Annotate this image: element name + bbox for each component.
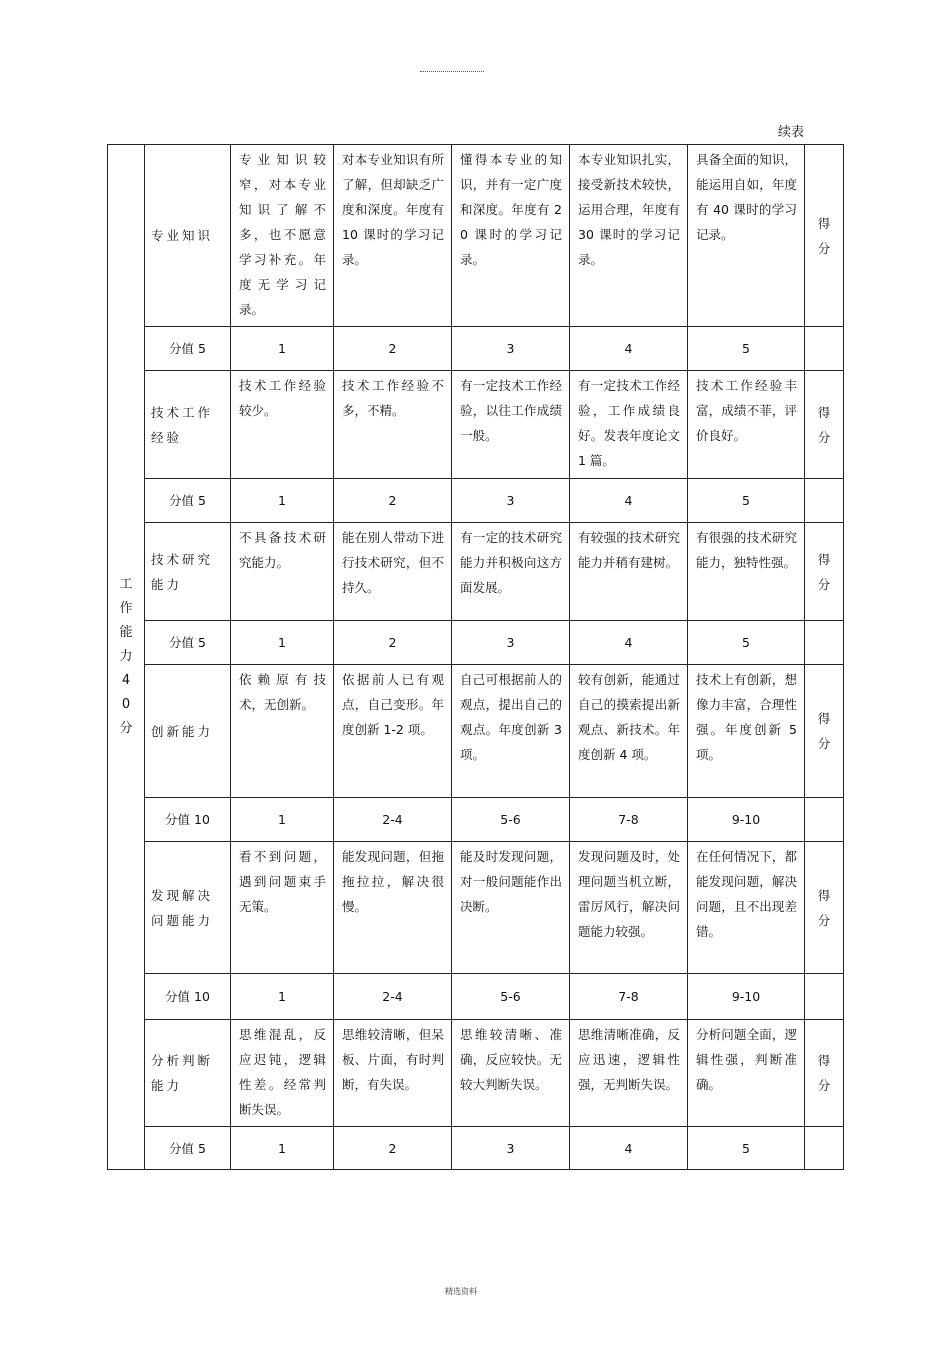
- table-row: [108, 1127, 844, 1170]
- score-value: 9-10: [688, 974, 805, 1020]
- score-value-label: 分值 10: [145, 974, 231, 1020]
- score-value: 1: [231, 1127, 334, 1170]
- score-value: 9-10: [688, 798, 805, 842]
- score-value: 1: [231, 327, 334, 371]
- item-name-cell: [145, 523, 231, 621]
- score-value-label: 分值 5: [145, 327, 231, 371]
- item-name: 专业知识: [151, 228, 214, 243]
- score-word: 得分: [817, 215, 831, 256]
- level-desc-cell: 依据前人已有观点，自己变形。年度创新 1-2 项。: [334, 665, 452, 798]
- level-desc-cell: 依赖原有技术，无创新。: [231, 665, 334, 798]
- evaluation-table: [107, 144, 844, 1170]
- empty-cell: [805, 479, 844, 523]
- table-row: [108, 621, 844, 665]
- level-desc-cell: 技术上有创新，想像力丰富，合理性强。年度创新 5 项。: [688, 665, 805, 798]
- table-row: [108, 665, 844, 798]
- score-value: 5-6: [452, 974, 570, 1020]
- level-desc-cell: 有一定的技术研究能力并积极向这方面发展。: [452, 523, 570, 621]
- level-desc-cell: 能在别人带动下进行技术研究，但不持久。: [334, 523, 452, 621]
- score-word: 得分: [817, 1053, 831, 1093]
- item-name: 创新能力: [151, 723, 214, 739]
- item-name-cell: [145, 842, 231, 974]
- score-value: 4: [570, 479, 688, 523]
- level-desc-cell: 能发现问题，但拖拖拉拉，解决很慢。: [334, 842, 452, 974]
- level-desc-cell: 有很强的技术研究能力，独特性强。: [688, 523, 805, 621]
- empty-cell: [805, 621, 844, 665]
- score-value: 3: [452, 621, 570, 665]
- empty-cell: [805, 798, 844, 842]
- level-desc-cell: 发现问题及时，处理问题当机立断，雷厉风行，解决问题能力较强。: [570, 842, 688, 974]
- score-entry-cell[interactable]: [805, 665, 844, 798]
- score-value: 7-8: [570, 798, 688, 842]
- score-value: 5: [688, 479, 805, 523]
- level-desc-cell: 分析问题全面，逻辑性强，判断准确。: [688, 1020, 805, 1127]
- table-row: [108, 798, 844, 842]
- score-entry-cell[interactable]: [805, 523, 844, 621]
- empty-cell: [805, 327, 844, 371]
- empty-cell: [805, 1127, 844, 1170]
- top-dotted-rule: [420, 71, 484, 72]
- category-cell: [108, 145, 145, 1170]
- table-row: [108, 974, 844, 1020]
- score-value-label: 分值 5: [145, 621, 231, 665]
- table-row: [108, 842, 844, 974]
- score-value-label: 分值 10: [145, 798, 231, 842]
- item-name-cell: [145, 371, 231, 479]
- score-value: 4: [570, 621, 688, 665]
- score-value: 4: [570, 327, 688, 371]
- level-desc-cell: 有较强的技术研究能力并稍有建树。: [570, 523, 688, 621]
- score-entry-cell[interactable]: [805, 1020, 844, 1127]
- level-desc-cell: 专业知识较窄，对本专业知识了解不多，也不愿意学习补充。年度无学习记录。: [231, 145, 334, 327]
- level-desc-cell: 对本专业知识有所了解，但却缺乏广度和深度。年度有 10 课时的学习记录。: [334, 145, 452, 327]
- score-entry-cell[interactable]: [805, 145, 844, 327]
- table-row: [108, 327, 844, 371]
- level-desc-cell: 技术工作经验不多，不精。: [334, 371, 452, 479]
- table-row: [108, 371, 844, 479]
- level-desc-cell: 技术工作经验较少。: [231, 371, 334, 479]
- level-desc-cell: 有一定技术工作经验，以往工作成绩一般。: [452, 371, 570, 479]
- category-label: 工作能力40分: [119, 577, 133, 736]
- score-value: 1: [231, 798, 334, 842]
- level-desc-cell: 思维较清晰，但呆板、片面，有时判断，有失误。: [334, 1020, 452, 1127]
- score-entry-cell[interactable]: [805, 371, 844, 479]
- score-word: 得分: [817, 404, 831, 445]
- score-value: 2-4: [334, 974, 452, 1020]
- level-desc-cell: 思维混乱，反应迟钝，逻辑性差。经常判断失误。: [231, 1020, 334, 1127]
- continued-label: 续表: [778, 125, 805, 140]
- level-desc-cell: 不具备技术研究能力。: [231, 523, 334, 621]
- level-desc-cell: 具备全面的知识，能运用自如，年度有 40 课时的学习记录。: [688, 145, 805, 327]
- score-value: 1: [231, 621, 334, 665]
- score-word: 得分: [817, 887, 831, 928]
- table-row: [108, 1020, 844, 1127]
- level-desc-cell: 自己可根据前人的观点，提出自己的观点。年度创新 3 项。: [452, 665, 570, 798]
- score-value: 2-4: [334, 798, 452, 842]
- score-value: 2: [334, 479, 452, 523]
- score-value: 2: [334, 1127, 452, 1170]
- score-word: 得分: [817, 711, 831, 751]
- score-value: 5-6: [452, 798, 570, 842]
- score-value: 4: [570, 1127, 688, 1170]
- level-desc-cell: 技术工作经验丰富，成绩不菲，评价良好。: [688, 371, 805, 479]
- table-row: [108, 479, 844, 523]
- item-name-cell: [145, 665, 231, 798]
- score-value: 2: [334, 327, 452, 371]
- score-value: 3: [452, 327, 570, 371]
- item-name: 技术工作经验: [151, 404, 214, 445]
- table-row: [108, 523, 844, 621]
- item-name-cell: [145, 1020, 231, 1127]
- score-value-label: 分值 5: [145, 1127, 231, 1170]
- score-value: 2: [334, 621, 452, 665]
- score-value-label: 分值 5: [145, 479, 231, 523]
- level-desc-cell: 本专业知识扎实，接受新技术较快，运用合理，年度有 30 课时的学习记录。: [570, 145, 688, 327]
- level-desc-cell: 在任何情况下，都能发现问题，解决问题，且不出现差错。: [688, 842, 805, 974]
- item-name: 技术研究能力: [151, 551, 214, 592]
- footer-text: 精选资料: [445, 1287, 477, 1296]
- level-desc-cell: 有一定技术工作经验，工作成绩良好。发表年度论文 1 篇。: [570, 371, 688, 479]
- score-value: 5: [688, 327, 805, 371]
- score-value: 1: [231, 974, 334, 1020]
- level-desc-cell: 思维清晰准确，反应迅速，逻辑性强，无判断失误。: [570, 1020, 688, 1127]
- level-desc-cell: 看不到问题，遇到问题束手无策。: [231, 842, 334, 974]
- level-desc-cell: 较有创新，能通过自己的摸索提出新观点、新技术。年度创新 4 项。: [570, 665, 688, 798]
- level-desc-cell: 懂得本专业的知识，并有一定广度和深度。年度有 20 课时的学习记录。: [452, 145, 570, 327]
- score-value: 7-8: [570, 974, 688, 1020]
- score-entry-cell[interactable]: [805, 842, 844, 974]
- score-value: 3: [452, 1127, 570, 1170]
- item-name: 发现解决问题能力: [151, 887, 214, 928]
- item-name-cell: [145, 145, 231, 327]
- score-value: 5: [688, 621, 805, 665]
- level-desc-cell: 能及时发现问题，对一般问题能作出决断。: [452, 842, 570, 974]
- table-row: [108, 145, 844, 327]
- score-value: 5: [688, 1127, 805, 1170]
- level-desc-cell: 思维较清晰、准确，反应较快。无较大判断失误。: [452, 1020, 570, 1127]
- item-name: 分析判断能力: [151, 1053, 214, 1093]
- empty-cell: [805, 974, 844, 1020]
- score-value: 1: [231, 479, 334, 523]
- score-value: 3: [452, 479, 570, 523]
- score-word: 得分: [817, 551, 831, 592]
